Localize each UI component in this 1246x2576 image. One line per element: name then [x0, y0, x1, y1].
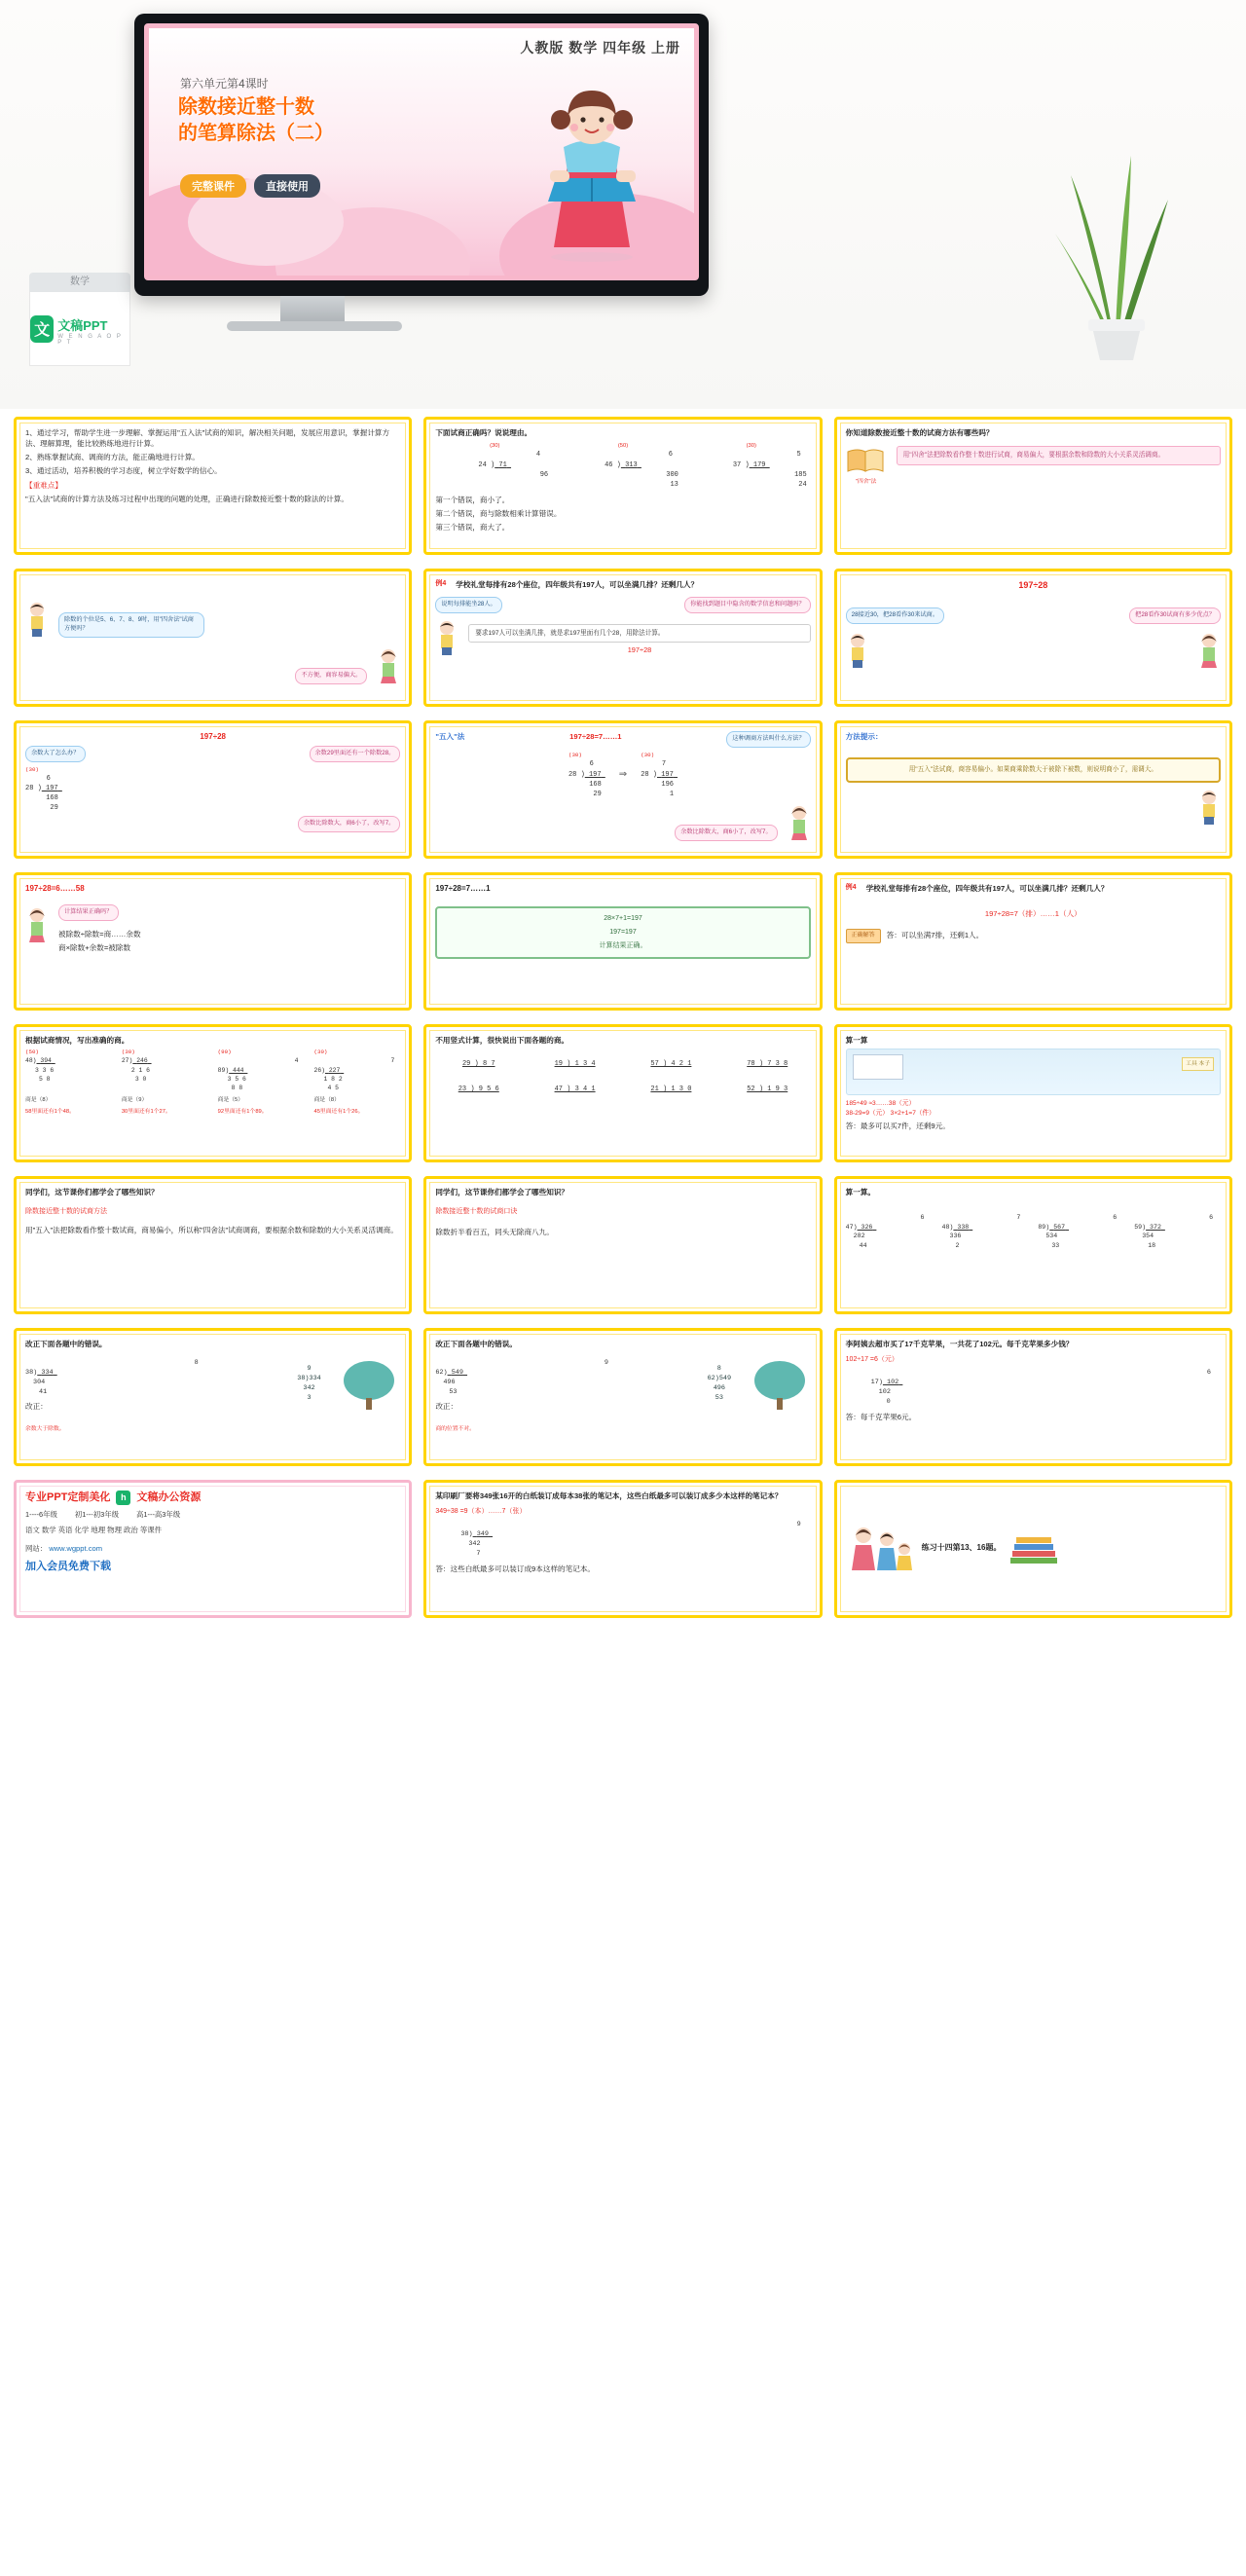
slide6-expression: 197÷28 [1018, 580, 1048, 590]
slide5-example-tag: 例4 [435, 580, 447, 587]
slide15-poster-1: 工具 [1186, 1061, 1197, 1067]
slide-thumbnail-2[interactable] [423, 417, 822, 555]
slide9-method-box: 用"五入"法试商，商容易偏小。如果商乘除数大于被除下被数，则说明商小了，需调大。 [846, 757, 1221, 783]
slide8-division-1: (30) 6 28 ) 197 168 29 [568, 751, 602, 798]
open-book-icon [846, 446, 885, 475]
promo-grade-high: 高1---高3年级 [136, 1509, 181, 1519]
family-illustration-icon [846, 1520, 914, 1578]
slide23-title: 某印刷厂要将349张16开的白纸装订成每本38张的笔记本，这些白纸最多可以装订成多少本这样的笔记本？ [435, 1491, 783, 1500]
slide20-title: 改正下面各题中的错误。 [435, 1340, 517, 1348]
slide-thumbnail-16[interactable] [14, 1176, 412, 1314]
slide-thumbnail-24[interactable] [834, 1480, 1232, 1618]
slide15-title: 算一算 [845, 1036, 868, 1045]
slide14-cell-8: 52 ) 1 9 3 [747, 1086, 788, 1094]
slide6-bubble-1: 28接近30，把28看作30来试商。 [846, 607, 944, 624]
slide12-expression: 197÷28=7（排）……1（人） [984, 909, 1081, 918]
slide-thumbnail-19[interactable] [14, 1328, 412, 1466]
slide3-badge: "四舍"法 [855, 479, 877, 486]
student-icon [435, 617, 458, 656]
girl-reading-illustration [529, 77, 655, 262]
slide-thumbnail-grid [0, 409, 1246, 1634]
slide8-label: "五入"法 [435, 732, 465, 741]
student-icon [1197, 787, 1221, 826]
promo-logo-icon: h [116, 1490, 130, 1505]
promo-site-url[interactable]: www.wgppt.com [49, 1544, 103, 1554]
slide18-division-1: 6 47) 326 282 44 [845, 1214, 925, 1249]
slide13-item-2: (30) 27) 246 2 1 6 3 0 [121, 1049, 151, 1083]
slide18-division-3: 6 89) 567 534 33 [1038, 1214, 1118, 1249]
slide8-division-2: (30) 7 28 ) 197 196 1 [641, 751, 675, 798]
student-girl-icon [377, 645, 400, 684]
slide14-cell-4: 78 ) 7 3 8 [747, 1060, 788, 1068]
slide11-check-line1: 28×7+1=197 [604, 914, 642, 922]
slide1-line3: 3、通过活动，培养积极的学习态度，树立学好数学的信心。 [25, 466, 222, 475]
promo-subjects: 语文 数学 英语 化学 地理 物理 政治 等课件 [25, 1525, 163, 1534]
badge-direct-use: 直接使用 [254, 174, 320, 198]
slide19-wrong-division: 8 38) 334 304 41 [25, 1359, 199, 1396]
slide-thumbnail-20[interactable] [423, 1328, 822, 1466]
slide-thumbnail-18[interactable] [834, 1176, 1232, 1314]
promo-heading-1: 专业PPT定制美化 [25, 1491, 111, 1503]
slide2-note-2: 第二个错误，商与除数相乘计算错误。 [435, 508, 562, 518]
slide13-title: 根据试商情况，写出准确的商。 [25, 1036, 129, 1045]
slide1-highlight-text: "五入法"试商的计算方法及练习过程中出现的问题的处理，正确进行除数接近整十数的除法的计算。 [25, 495, 348, 503]
monitor-stand [280, 296, 345, 323]
student-icon [25, 904, 49, 943]
wengao-logo-icon: 文 [30, 315, 54, 343]
slide15-line2: 38-29=9（元） 3×2+1=7（件） [845, 1109, 935, 1117]
slide1-line1: 1、通过学习，帮助学生进一步理解、掌握运用"五入法"试商的知识，解决相关问题，发展应用意识，掌握计算方法、理解算理，能比较熟练地进行计算。 [25, 428, 390, 448]
promo-cta[interactable]: 加入会员免费下载 [25, 1561, 111, 1573]
slide13-note-1: 58里面还有1个48。 [25, 1108, 75, 1115]
slide2-tag-3: (30) [746, 443, 756, 449]
slide20-right-division: 8 62)549 496 53 [707, 1365, 732, 1402]
slide11-title: 197÷28=7……1 [435, 884, 491, 893]
slide7-division: (30) 6 28 ) 197 168 29 [25, 765, 58, 813]
slide14-cell-5: 23 ) 9 5 6 [458, 1086, 499, 1094]
slide19-correct-label: 改正： [25, 1402, 48, 1412]
slide21-expression: 102÷17 =6（元） [845, 1356, 898, 1363]
slide13-item-1: (50) 48) 394 3 3 6 5 8 [25, 1049, 55, 1083]
slide2-division-1: 4 24 ) 71 96 [478, 451, 549, 479]
slide13-item-3: (90) 4 89) 444 3 5 6 8 8 [217, 1049, 299, 1092]
slide7-expression: 197÷28 [200, 732, 226, 741]
slide7-bubble-1: 余数大了怎么办？ [25, 746, 86, 762]
student-boy-icon [25, 599, 49, 638]
slide15-answer: 答：最多可以买7件，还剩9元。 [845, 1122, 950, 1131]
slide-thumbnail-9[interactable] [834, 720, 1232, 859]
monitor-base [227, 321, 402, 331]
slide15-poster-2: 本子 [1198, 1061, 1210, 1067]
slide14-cell-6: 47 ) 3 4 1 [554, 1086, 596, 1094]
calendar-label: 数学 [70, 276, 90, 287]
slide-title-line1: 除数接近整十数 [178, 96, 314, 118]
calendar-top [29, 273, 130, 292]
slide2-division-2: 6 46 ) 313 300 13 [605, 451, 678, 489]
slide10-relation-1: 被除数÷除数=商……余数 [58, 929, 141, 938]
slide-thumbnail-13[interactable] [14, 1024, 412, 1162]
slide10-relation-2: 商×除数+余数=被除数 [58, 942, 131, 952]
slide23-expression: 349÷38 =9（本）……7（张） [435, 1508, 527, 1515]
slide13-note-2: 30里面还有1个27。 [121, 1108, 171, 1115]
slide1-line2: 2、熟练掌握试商、调商的方法，能正确地进行计算。 [25, 453, 200, 461]
slide16-subtitle: 除数接近整十数的试商方法 [25, 1208, 107, 1215]
slide2-tag-1: (30) [490, 443, 500, 449]
slide5-title: 学校礼堂每排有28个座位，四年级共有197人，可以坐满几排？还剩几人？ [456, 580, 699, 589]
slide6-bubble-2: 把28看作30试商有多少优点？ [1129, 607, 1221, 624]
slide21-division: 6 17) 102 102 0 [870, 1369, 1211, 1406]
slide-thumbnail-1[interactable] [14, 417, 412, 555]
slide24-title: 练习十四第13、16题。 [921, 1542, 1002, 1552]
plant-decoration [1042, 107, 1188, 360]
slide8-bubble: 这种调商方法叫什么方法？ [726, 731, 810, 748]
calendar-body [29, 292, 130, 366]
slide-header-text: 人教版 数学 四年级 上册 [520, 40, 680, 55]
student-boy-icon [846, 630, 869, 669]
slide4-bubble-2: 不方便，商容易偏大。 [295, 668, 367, 684]
slide15-line1: 185÷49 ≈3……38（元） [845, 1100, 916, 1107]
wengao-logo-text: 文稿PPT [57, 317, 108, 333]
promo-grade-primary: 1----6年级 [25, 1509, 57, 1519]
slide15-classroom-illustration [846, 1049, 1221, 1095]
slide14-cell-1: 29 ) 8 7 [461, 1060, 495, 1068]
promo-grade-middle: 初1---初3年级 [74, 1509, 120, 1519]
slide9-title: 方法提示： [845, 732, 883, 741]
slide12-answer: 答：可以坐满7排，还剩1人。 [886, 930, 984, 939]
slide-thumbnail-3[interactable] [834, 417, 1232, 555]
desk-calendar [29, 273, 130, 366]
monitor-screen [144, 23, 699, 280]
slide20-note: 商的位置不对。 [435, 1426, 475, 1433]
slide-thumbnail-21[interactable] [834, 1328, 1232, 1466]
slide23-division: 9 38) 349 342 7 [460, 1521, 801, 1558]
slide10-title: 197÷28=6……58 [25, 884, 85, 893]
slide-title [178, 94, 334, 147]
slide13-answer-4: 商是（8） [313, 1096, 340, 1103]
whiteboard-icon [853, 1054, 903, 1080]
student-icon [788, 802, 811, 841]
slide14-cell-7: 21 ) 1 3 0 [650, 1086, 692, 1094]
slide19-right-division: 9 38)334 342 3 [297, 1365, 321, 1402]
slide2-division-3: 5 37 ) 179 185 24 [732, 451, 807, 489]
badge-complete-courseware: 完整课件 [180, 174, 246, 198]
slide1-highlight-label: 【重难点】 [25, 481, 62, 490]
slide17-title: 同学们，这节课你们都学会了哪些知识？ [435, 1188, 569, 1196]
slide-thumbnail-8[interactable] [423, 720, 822, 859]
slide-thumbnail-6[interactable] [834, 569, 1232, 707]
slide3-note: 用"四舍"法把除数看作整十数进行试商，商易偏大，要根据余数和除数的大小关系灵活调商。 [897, 446, 1221, 465]
slide-title-line2: 的笔算除法（二） [178, 123, 334, 144]
slide10-bubble: 计算结果正确吗？ [58, 904, 119, 921]
slide20-wrong-division: 9 62) 549 496 53 [435, 1359, 608, 1396]
slide3-title: 你知道除数接近整十数的试商方法有哪些吗？ [845, 428, 994, 437]
slide16-body: 用"五入"法把除数看作整十数试商，商易偏小，所以称"四舍法"试商调商，要根据余数和除数的大小关系灵活调商。 [25, 1226, 398, 1235]
slide19-title: 改正下面各题中的错误。 [25, 1340, 107, 1348]
slide2-title: 下面试商正确吗？说说理由。 [435, 428, 532, 437]
slide11-check-line3: 计算结果正确。 [599, 941, 647, 949]
slide13-item-4: (30) 7 26) 227 1 8 2 4 5 [313, 1049, 395, 1092]
slide12-example-tag: 例4 [845, 884, 857, 891]
slide-thumbnail-12[interactable] [834, 872, 1232, 1011]
slide14-cell-2: 19 ) 1 3 4 [554, 1060, 596, 1068]
slide13-note-3: 92里面还有1个89。 [217, 1108, 268, 1115]
slide-thumbnail-23[interactable] [423, 1480, 822, 1618]
slide16-title: 同学们，这节课你们都学会了哪些知识？ [25, 1188, 159, 1196]
slide12-sign-label: 正确解答 [846, 929, 881, 943]
student-girl-icon [1197, 630, 1221, 669]
slide2-note-3: 第三个错误，商大了。 [435, 522, 510, 532]
slide5-bubble-1: 说明每排能坐28人。 [435, 597, 501, 613]
hero-banner [0, 0, 1246, 409]
slide11-check-line2: 197=197 [609, 928, 637, 936]
slide7-note-1: 余数29里面还有一个除数28。 [310, 746, 401, 762]
monitor-mockup [134, 14, 709, 296]
slide-unit-text: 第六单元第4课时 [180, 77, 269, 91]
slide2-note-1: 第一个错误，商小了。 [435, 495, 510, 504]
promo-heading-2: 文稿办公资源 [136, 1491, 202, 1503]
slide-thumbnail-14[interactable] [423, 1024, 822, 1162]
slide14-cell-3: 57 ) 4 2 1 [650, 1060, 692, 1068]
slide-thumbnail-17[interactable] [423, 1176, 822, 1314]
slide-thumbnail-10[interactable] [14, 872, 412, 1011]
slide8-expression: 197÷28=7……1 [569, 732, 622, 741]
slide18-division-2: 7 48) 338 336 2 [941, 1214, 1021, 1249]
books-icon [1008, 1531, 1059, 1566]
slide-thumbnail-22-promo[interactable] [14, 1480, 412, 1618]
slide-thumbnail-5[interactable] [423, 569, 822, 707]
slide12-title: 学校礼堂每排有28个座位，四年级共有197人，可以坐满几排？还剩几人？ [865, 884, 1109, 893]
promo-site-label: 网站： [25, 1544, 48, 1554]
slide21-title: 李阿姨去超市买了17千克苹果，一共花了102元。每千克苹果多少钱？ [845, 1340, 1074, 1348]
slide13-answer-2: 商是（9） [121, 1096, 148, 1103]
slide5-box-text: 要求197人可以坐满几排，就是求197里面有几个28，用除法计算。 [468, 624, 810, 644]
slide19-note: 余数大于除数。 [25, 1426, 65, 1433]
slide17-subtitle: 除数接近整十数的试商口诀 [435, 1208, 518, 1215]
slide-thumbnail-4[interactable] [14, 569, 412, 707]
wengao-logo-sub: W E N G A O P P T [57, 333, 123, 346]
arrow-right-icon: ⇒ [618, 769, 628, 781]
slide5-expression: 197÷28 [627, 645, 652, 655]
slide7-note-2: 余数比除数大，商6小了，改写7。 [298, 816, 401, 832]
slide13-answer-3: 商是（5） [217, 1096, 244, 1103]
slide18-title: 算一算。 [845, 1188, 876, 1196]
slide2-tag-2: (50) [617, 443, 629, 449]
slide23-answer: 答：这些白纸最多可以装订成9本这样的笔记本。 [435, 1564, 596, 1573]
slide17-body: 除数折半看百五，同头无除商八九。 [435, 1228, 554, 1237]
slide20-correct-label: 改正： [435, 1402, 458, 1412]
slide21-answer: 答：每千克苹果6元。 [845, 1412, 917, 1421]
slide-thumbnail-11[interactable] [423, 872, 822, 1011]
slide-thumbnail-15[interactable] [834, 1024, 1232, 1162]
slide14-title: 不用竖式计算，很快说出下面各题的商。 [435, 1036, 569, 1045]
slide13-answer-1: 商是（8） [25, 1096, 52, 1103]
slide-thumbnail-7[interactable] [14, 720, 412, 859]
slide4-bubble-1: 除数的个位是5、6、7、8、9时，用"四舍法"试商方便吗？ [58, 612, 204, 638]
slide13-note-4: 45里面还有1个26。 [313, 1108, 364, 1115]
slide-pill-row [180, 174, 320, 198]
slide5-bubble-2: 你能找到题目中隐含的数学信息和问题吗？ [684, 597, 811, 613]
slide18-division-4: 6 59) 372 354 18 [1134, 1214, 1214, 1249]
slide8-note: 余数比除数大，商6小了，改写7。 [675, 825, 778, 841]
